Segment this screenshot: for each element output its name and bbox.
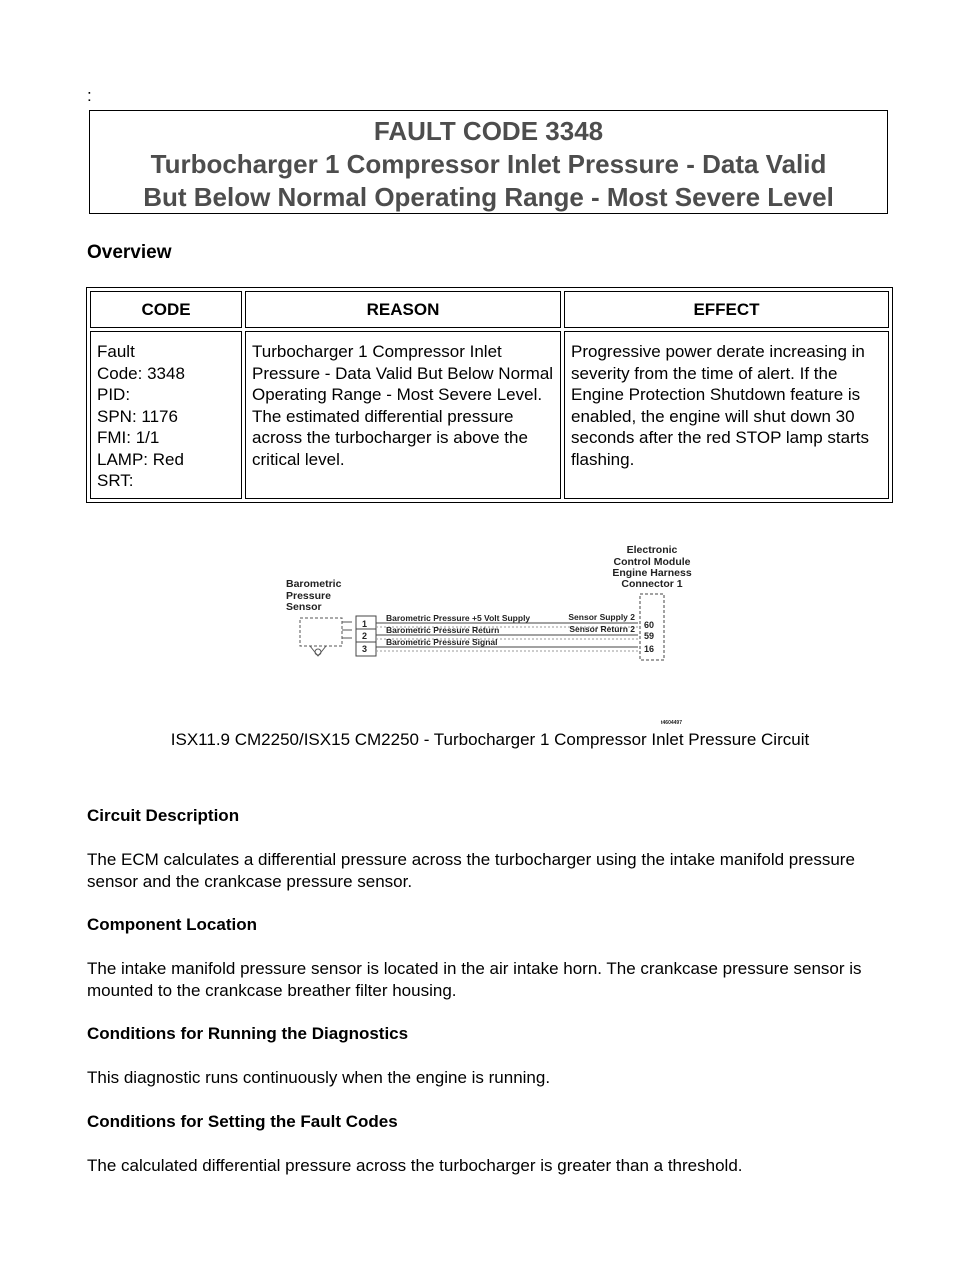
cell-effect: Progressive power derate increasing in severity from the time of alert. If the Engine Protection Shutdown feature is enabled, the engine will shut down 30 seconds after the red STOP lamp starts flashing. — [564, 331, 889, 499]
circuit-diagram — [280, 538, 700, 728]
pin-left-3: 3 — [362, 644, 368, 654]
section-heading-setting-fault-codes: Conditions for Setting the Fault Codes — [87, 1112, 398, 1131]
wire-label-2: Barometric Pressure Return — [386, 625, 500, 635]
overview-data-row — [90, 331, 889, 499]
pin-left-1: 1 — [362, 619, 368, 629]
header-code: CODE — [90, 291, 242, 328]
ecm-label-line-1: Electronic — [626, 544, 678, 556]
figure-id: t4604497 — [660, 720, 682, 726]
ecm-label-line-3: Engine Harness — [612, 567, 692, 579]
ecm-label-line-2: Control Module — [613, 556, 691, 568]
diagram-caption: ISX11.9 CM2250/ISX15 CM2250 - Turbocharger 1 Compressor Inlet Pressure Circuit — [170, 730, 810, 749]
page-prefix: : — [87, 86, 92, 105]
pin-right-59: 59 — [644, 631, 655, 641]
pin-right-60: 60 — [644, 620, 655, 630]
header-effect: EFFECT — [564, 291, 889, 328]
sensor-label-line-2: Pressure — [286, 590, 331, 602]
cell-reason: Turbocharger 1 Compressor Inlet Pressure - Data Valid But Below Normal Operating Range - Most Severe Level. The estimated differential pressure across the turbocharger is above the critical level. — [245, 331, 561, 499]
section-body-setting-fault-codes: The calculated differential pressure across the turbocharger is greater than a threshold. — [87, 1156, 743, 1175]
header-reason: REASON — [245, 291, 561, 328]
ecm-wire-label-2: Sensor Return 2 — [569, 624, 635, 634]
section-body-circuit-description: The ECM calculates a differential pressure across the turbocharger using the intake manifold pressure sensor and the crankcase pressure sensor. — [87, 850, 855, 891]
overview-table — [86, 287, 893, 503]
overview-heading: Overview — [87, 242, 172, 263]
pin-right-16: 16 — [644, 644, 655, 654]
section-body-running-diagnostics: This diagnostic runs continuously when the engine is running. — [87, 1068, 551, 1087]
fault-code-title: FAULT CODE 3348 — [373, 116, 604, 146]
section-heading-component-location: Component Location — [87, 915, 257, 934]
section-heading-running-diagnostics: Conditions for Running the Diagnostics — [87, 1024, 409, 1043]
sensor-label-line-1: Barometric — [286, 578, 342, 590]
fault-description-line-1: Turbocharger 1 Compressor Inlet Pressure - Data Valid — [150, 149, 827, 179]
ecm-wire-label-1: Sensor Supply 2 — [568, 612, 635, 622]
sensor-body-icon — [300, 618, 352, 656]
overview-header-row — [90, 291, 889, 328]
ecm-label-line-4: Connector 1 — [621, 578, 683, 590]
sensor-label-line-3: Sensor — [286, 601, 322, 613]
wire-label-1: Barometric Pressure +5 Volt Supply — [386, 613, 531, 623]
cell-code: Fault Code: 3348 PID: SPN: 1176 FMI: 1/1 LAMP: Red SRT: — [90, 331, 242, 499]
wire-label-3: Barometric Pressure Signal — [386, 637, 498, 647]
fault-code-title-box — [89, 110, 888, 214]
section-heading-circuit-description: Circuit Description — [87, 806, 240, 825]
pin-left-2: 2 — [362, 631, 368, 641]
section-body-component-location: The intake manifold pressure sensor is located in the air intake horn. The crankcase pressure sensor is mounted to the crankcase breather filter housing. — [87, 959, 862, 1000]
fault-description-line-2: But Below Normal Operating Range - Most Severe Level — [143, 182, 834, 212]
